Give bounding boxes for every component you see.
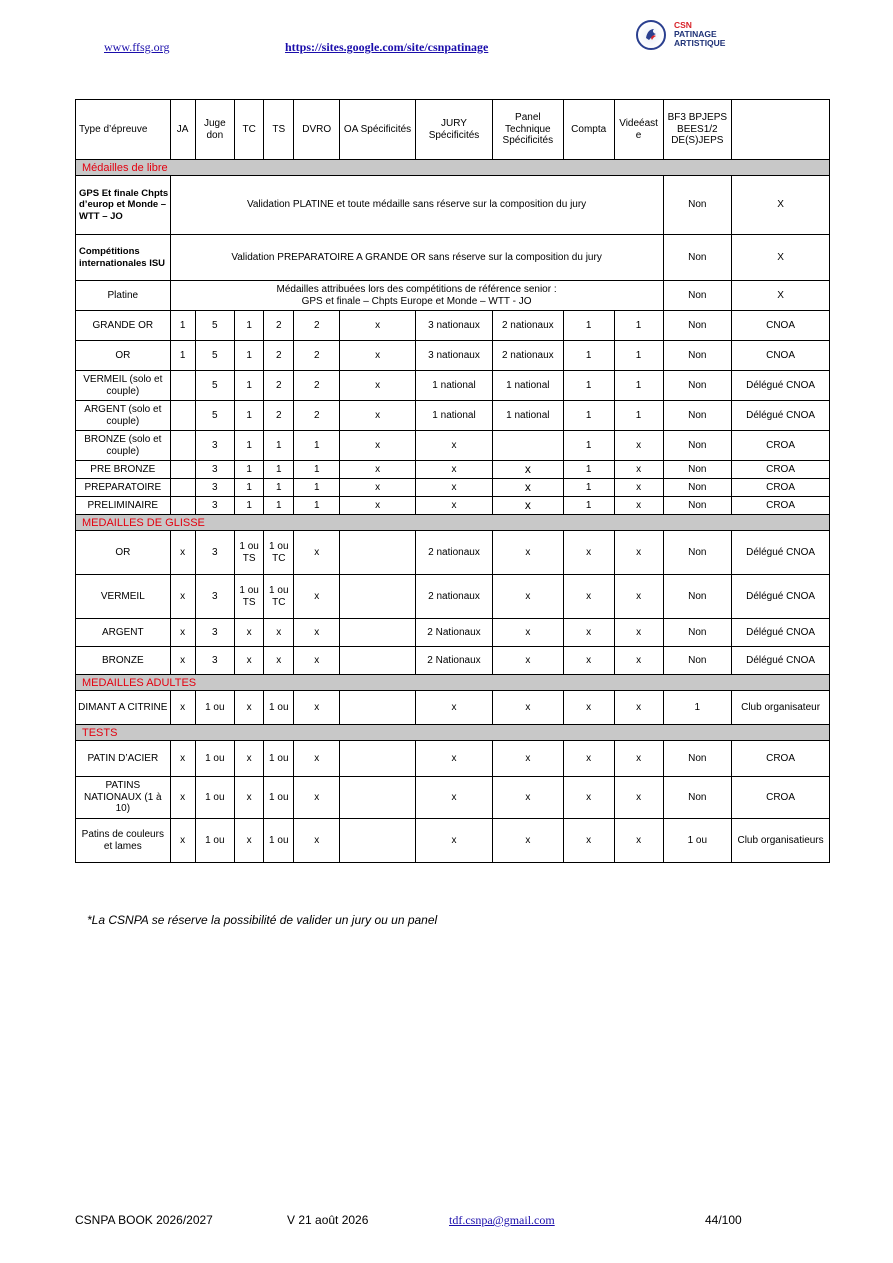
table-cell: X: [732, 235, 830, 281]
table-cell: Non: [663, 281, 732, 311]
table-cell: 1: [235, 497, 264, 515]
row-type-cell: DIMANT A CITRINE: [76, 691, 171, 725]
table-row: [76, 461, 830, 479]
table-cell: x: [492, 619, 563, 647]
section-title: Médailles de libre: [76, 160, 830, 176]
table-cell: 1 national: [492, 371, 563, 401]
table-cell: 1: [563, 311, 614, 341]
table-cell: [340, 691, 416, 725]
table-cell: 3: [195, 479, 235, 497]
table-cell: 1: [235, 461, 264, 479]
table-cell: x: [416, 461, 493, 479]
table-cell: Non: [663, 341, 732, 371]
table-cell: 3: [195, 619, 235, 647]
table-cell: x: [416, 691, 493, 725]
table-cell: x: [235, 691, 264, 725]
table-cell: x: [416, 777, 493, 819]
span-cell: Validation PREPARATOIRE A GRANDE OR sans réserve sur la composition du jury: [170, 235, 663, 281]
span-line: GPS et finale – Chpts Europe et Monde – WTT - JO: [301, 295, 532, 307]
table-cell: Non: [663, 531, 732, 575]
table-cell: Non: [663, 461, 732, 479]
table-cell: x: [294, 741, 340, 777]
medals-table: [75, 99, 830, 863]
table-cell: x: [170, 741, 195, 777]
header-cell: TS: [264, 100, 294, 160]
table-cell: x: [416, 741, 493, 777]
table-cell: [170, 461, 195, 479]
row-type-cell: PRE BRONZE: [76, 461, 171, 479]
table-cell: x: [170, 531, 195, 575]
table-cell: x: [614, 479, 663, 497]
header-cell: Panel Technique Spécificités: [492, 100, 563, 160]
row-type-cell: Compétitions internationales ISU: [76, 235, 171, 281]
table-cell: 1: [563, 497, 614, 515]
table-cell: x: [563, 819, 614, 863]
table-cell: 1 ou TS: [235, 575, 264, 619]
row-type-cell: OR: [76, 531, 171, 575]
table-cell: x: [340, 497, 416, 515]
table-cell: x: [340, 341, 416, 371]
table-cell: x: [170, 819, 195, 863]
header-cell: OA Spécificités: [340, 100, 416, 160]
table-cell: 1: [235, 431, 264, 461]
table-row: [76, 176, 830, 235]
table-cell: Non: [663, 575, 732, 619]
table-cell: x: [170, 647, 195, 675]
table-cell: x: [492, 819, 563, 863]
table-cell: 1: [235, 341, 264, 371]
table-cell: 1 ou: [195, 777, 235, 819]
row-type-cell: PATINS NATIONAUX (1 à 10): [76, 777, 171, 819]
table-cell: x: [264, 619, 294, 647]
table-cell: 2 nationaux: [416, 531, 493, 575]
footer-book: CSNPA BOOK 2026/2027: [75, 1213, 213, 1227]
table-row: [76, 479, 830, 497]
table-cell: 1: [264, 431, 294, 461]
ffsg-link[interactable]: www.ffsg.org: [104, 40, 170, 54]
table-cell: 1 ou: [264, 691, 294, 725]
table-row: [76, 431, 830, 461]
table-cell: x: [340, 371, 416, 401]
span-cell: Validation PLATINE et toute médaille sans réserve sur la composition du jury: [170, 176, 663, 235]
table-cell: [340, 819, 416, 863]
table-cell: 1: [563, 461, 614, 479]
table-cell: 1: [614, 371, 663, 401]
table-cell: x: [614, 575, 663, 619]
table-row: [76, 401, 830, 431]
table-cell: Non: [663, 401, 732, 431]
table-row: [76, 741, 830, 777]
table-cell: x: [340, 311, 416, 341]
row-type-cell: Patins de couleurs et lames: [76, 819, 171, 863]
logo-line-2: PATINAGE: [674, 29, 717, 40]
table-cell: x: [563, 691, 614, 725]
table-cell: Non: [663, 176, 732, 235]
table-row: [76, 235, 830, 281]
row-type-cell: GRANDE OR: [76, 311, 171, 341]
header-cell: JURY Spécificités: [416, 100, 493, 160]
table-cell: x: [614, 531, 663, 575]
table-cell: Non: [663, 619, 732, 647]
table-cell: x: [492, 741, 563, 777]
table-row: [76, 619, 830, 647]
table-cell: x: [294, 575, 340, 619]
table-cell: x: [492, 575, 563, 619]
table-cell: x: [614, 819, 663, 863]
footer-email-link[interactable]: tdf.csnpa@gmail.com: [449, 1213, 555, 1227]
table-cell: 5: [195, 401, 235, 431]
table-row: [76, 777, 830, 819]
table-cell: x: [416, 431, 493, 461]
table-cell: x: [563, 575, 614, 619]
table-cell: [340, 777, 416, 819]
table-cell: Club organisateur: [732, 691, 830, 725]
section-title: MEDAILLES ADULTES: [76, 675, 830, 691]
csnpatinage-site-link[interactable]: https://sites.google.com/site/csnpatinage: [285, 40, 489, 54]
table-cell: CROA: [732, 479, 830, 497]
row-type-cell: PREPARATOIRE: [76, 479, 171, 497]
table-cell: 1: [170, 341, 195, 371]
table-cell: 2 nationaux: [492, 311, 563, 341]
table-cell: x: [170, 777, 195, 819]
table-cell: Délégué CNOA: [732, 371, 830, 401]
table-cell: x: [563, 741, 614, 777]
table-cell: [170, 497, 195, 515]
table-cell: x: [614, 647, 663, 675]
table-cell: [340, 647, 416, 675]
row-type-cell: GPS Et finale Chpts d’europ et Monde – WTT – JO: [76, 176, 171, 235]
table-cell: x: [614, 619, 663, 647]
table-cell: 3: [195, 531, 235, 575]
logo-line-3: ARTISTIQUE: [674, 38, 726, 49]
row-type-cell: VERMEIL: [76, 575, 171, 619]
span-cell: [170, 281, 663, 311]
table-cell: 1 ou: [264, 777, 294, 819]
table-cell: Délégué CNOA: [732, 401, 830, 431]
section-row: [76, 515, 830, 531]
table-cell: CNOA: [732, 311, 830, 341]
table-cell: 3: [195, 431, 235, 461]
table-cell: 2: [264, 341, 294, 371]
csn-logo: [636, 20, 756, 54]
section-title: MEDAILLES DE GLISSE: [76, 515, 830, 531]
table-cell: 2: [294, 311, 340, 341]
row-type-cell: OR: [76, 341, 171, 371]
table-cell: x: [492, 647, 563, 675]
table-cell: 1 ou: [264, 741, 294, 777]
table-cell: 1: [264, 461, 294, 479]
table-cell: 2: [264, 311, 294, 341]
table-cell: Club organisatieurs: [732, 819, 830, 863]
header-cell: Type d’épreuve: [76, 100, 171, 160]
table-cell: 2: [264, 371, 294, 401]
table-row: [76, 497, 830, 515]
table-cell: Non: [663, 479, 732, 497]
table-cell: x: [492, 691, 563, 725]
table-cell: 1: [563, 479, 614, 497]
table-row: [76, 311, 830, 341]
table-cell: 2 Nationaux: [416, 619, 493, 647]
header-cell: JA: [170, 100, 195, 160]
table-row: [76, 647, 830, 675]
table-cell: CROA: [732, 431, 830, 461]
section-title: TESTS: [76, 725, 830, 741]
row-type-cell: PRELIMINAIRE: [76, 497, 171, 515]
header-cell: [732, 100, 830, 160]
table-cell: 1 ou: [663, 819, 732, 863]
table-cell: Délégué CNOA: [732, 575, 830, 619]
table-cell: 1 ou TC: [264, 531, 294, 575]
table-cell: 3: [195, 461, 235, 479]
table-cell: 1 national: [416, 371, 493, 401]
row-type-cell: VERMEIL (solo et couple): [76, 371, 171, 401]
section-row: [76, 160, 830, 176]
table-cell: 1: [294, 479, 340, 497]
table-header-row: [76, 100, 830, 160]
table-cell: x: [235, 741, 264, 777]
table-cell: 1: [614, 311, 663, 341]
table-cell: [492, 431, 563, 461]
table-cell: Délégué CNOA: [732, 531, 830, 575]
table-cell: x: [235, 777, 264, 819]
table-cell: Délégué CNOA: [732, 619, 830, 647]
table-cell: CROA: [732, 461, 830, 479]
table-cell: 3 nationaux: [416, 341, 493, 371]
table-cell: 3: [195, 575, 235, 619]
table-cell: X: [732, 176, 830, 235]
table-cell: x: [170, 619, 195, 647]
table-row: [76, 575, 830, 619]
table-cell: x: [614, 431, 663, 461]
table-cell: 1: [264, 497, 294, 515]
row-type-cell: ARGENT (solo et couple): [76, 401, 171, 431]
table-cell: x: [416, 819, 493, 863]
table-cell: 1: [563, 431, 614, 461]
table-cell: 1 ou: [264, 819, 294, 863]
table-cell: 1: [294, 431, 340, 461]
table-cell: 5: [195, 341, 235, 371]
header-cell: BF3 BPJEPS BEES1/2 DE(S)JEPS: [663, 100, 732, 160]
row-type-cell: BRONZE: [76, 647, 171, 675]
table-cell: x: [294, 777, 340, 819]
table-cell: x: [170, 575, 195, 619]
table-row: [76, 281, 830, 311]
table-cell: x: [563, 777, 614, 819]
table-cell: 1: [235, 311, 264, 341]
table-cell: x: [294, 647, 340, 675]
table-cell: [340, 575, 416, 619]
table-cell: 3: [195, 497, 235, 515]
table-cell: CROA: [732, 777, 830, 819]
table-cell: x: [563, 647, 614, 675]
table-cell: Non: [663, 371, 732, 401]
table-cell: x: [614, 741, 663, 777]
table-cell: Non: [663, 777, 732, 819]
header-cell: Juge don: [195, 100, 235, 160]
table-cell: 1 national: [416, 401, 493, 431]
table-cell: x: [170, 691, 195, 725]
table-cell: Non: [663, 235, 732, 281]
table-cell: x: [235, 647, 264, 675]
row-type-cell: ARGENT: [76, 619, 171, 647]
header-cell: DVRO: [294, 100, 340, 160]
table-cell: 1: [235, 371, 264, 401]
table-cell: 2: [294, 371, 340, 401]
table-cell: 1 ou: [195, 819, 235, 863]
table-cell: 1 ou TC: [264, 575, 294, 619]
table-cell: Délégué CNOA: [732, 647, 830, 675]
table-cell: [340, 531, 416, 575]
table-row: [76, 341, 830, 371]
row-type-cell: BRONZE (solo et couple): [76, 431, 171, 461]
table-cell: [340, 741, 416, 777]
row-type-cell: PATIN D’ACIER: [76, 741, 171, 777]
row-type-cell: Platine: [76, 281, 171, 311]
table-cell: x: [492, 497, 563, 515]
table-cell: 5: [195, 311, 235, 341]
table-cell: 1: [235, 479, 264, 497]
table-row: [76, 371, 830, 401]
table-cell: x: [235, 619, 264, 647]
table-cell: CROA: [732, 497, 830, 515]
table-cell: 1: [614, 341, 663, 371]
table-cell: 1 national: [492, 401, 563, 431]
header-cell: Compta: [563, 100, 614, 160]
table-cell: x: [492, 777, 563, 819]
span-line: Médailles attribuées lors des compétitions de référence senior :: [276, 284, 557, 295]
table-cell: Non: [663, 647, 732, 675]
table-cell: x: [492, 461, 563, 479]
table-cell: x: [264, 647, 294, 675]
table-cell: x: [294, 819, 340, 863]
table-cell: Non: [663, 741, 732, 777]
table-cell: 1: [663, 691, 732, 725]
table-cell: x: [614, 691, 663, 725]
header-cell: Videéast e: [614, 100, 663, 160]
table-cell: 1: [235, 401, 264, 431]
logo-text: [674, 21, 725, 49]
table-cell: 2: [294, 401, 340, 431]
table-cell: x: [294, 531, 340, 575]
table-cell: [170, 401, 195, 431]
table-cell: x: [294, 619, 340, 647]
table-cell: 2 nationaux: [416, 575, 493, 619]
table-cell: 1 ou: [195, 741, 235, 777]
table-cell: X: [732, 281, 830, 311]
table-cell: 2: [264, 401, 294, 431]
table-cell: 3: [195, 647, 235, 675]
footnote: *La CSNPA se réserve la possibilité de valider un jury ou un panel: [87, 913, 438, 927]
table-cell: 2 nationaux: [492, 341, 563, 371]
table-cell: Non: [663, 497, 732, 515]
table-cell: x: [340, 431, 416, 461]
table-cell: 1: [294, 497, 340, 515]
table-cell: x: [614, 777, 663, 819]
table-cell: CNOA: [732, 341, 830, 371]
section-row: [76, 725, 830, 741]
table-cell: 2 Nationaux: [416, 647, 493, 675]
table-cell: [170, 431, 195, 461]
header-cell: TC: [235, 100, 264, 160]
table-cell: Non: [663, 311, 732, 341]
table-cell: CROA: [732, 741, 830, 777]
footer-page-number: 44/100: [705, 1213, 742, 1227]
table-cell: 2: [294, 341, 340, 371]
table-cell: [170, 371, 195, 401]
table-row: [76, 819, 830, 863]
table-cell: Non: [663, 431, 732, 461]
table-cell: 1: [170, 311, 195, 341]
table-cell: 1 ou TS: [235, 531, 264, 575]
table-cell: 1: [563, 401, 614, 431]
table-cell: 1: [563, 341, 614, 371]
table-cell: 3 nationaux: [416, 311, 493, 341]
section-row: [76, 675, 830, 691]
table-cell: 1: [294, 461, 340, 479]
table-cell: x: [416, 497, 493, 515]
table-cell: x: [340, 401, 416, 431]
table-cell: x: [492, 479, 563, 497]
logo-line-1: CSN: [674, 20, 692, 30]
rooster-icon: [643, 26, 659, 42]
table-cell: x: [563, 531, 614, 575]
table-cell: x: [492, 531, 563, 575]
table-cell: x: [416, 479, 493, 497]
table-cell: 1: [614, 401, 663, 431]
table-cell: x: [294, 691, 340, 725]
table-cell: x: [614, 497, 663, 515]
table-cell: [340, 619, 416, 647]
table-cell: x: [340, 479, 416, 497]
table-cell: x: [563, 619, 614, 647]
table-cell: 1: [563, 371, 614, 401]
table-cell: 5: [195, 371, 235, 401]
footer-version: V 21 août 2026: [287, 1213, 369, 1227]
table-cell: 1 ou: [195, 691, 235, 725]
table-cell: x: [340, 461, 416, 479]
table-cell: x: [614, 461, 663, 479]
table-row: [76, 691, 830, 725]
table-cell: x: [235, 819, 264, 863]
table-cell: 1: [264, 479, 294, 497]
table-row: [76, 531, 830, 575]
table-cell: [170, 479, 195, 497]
